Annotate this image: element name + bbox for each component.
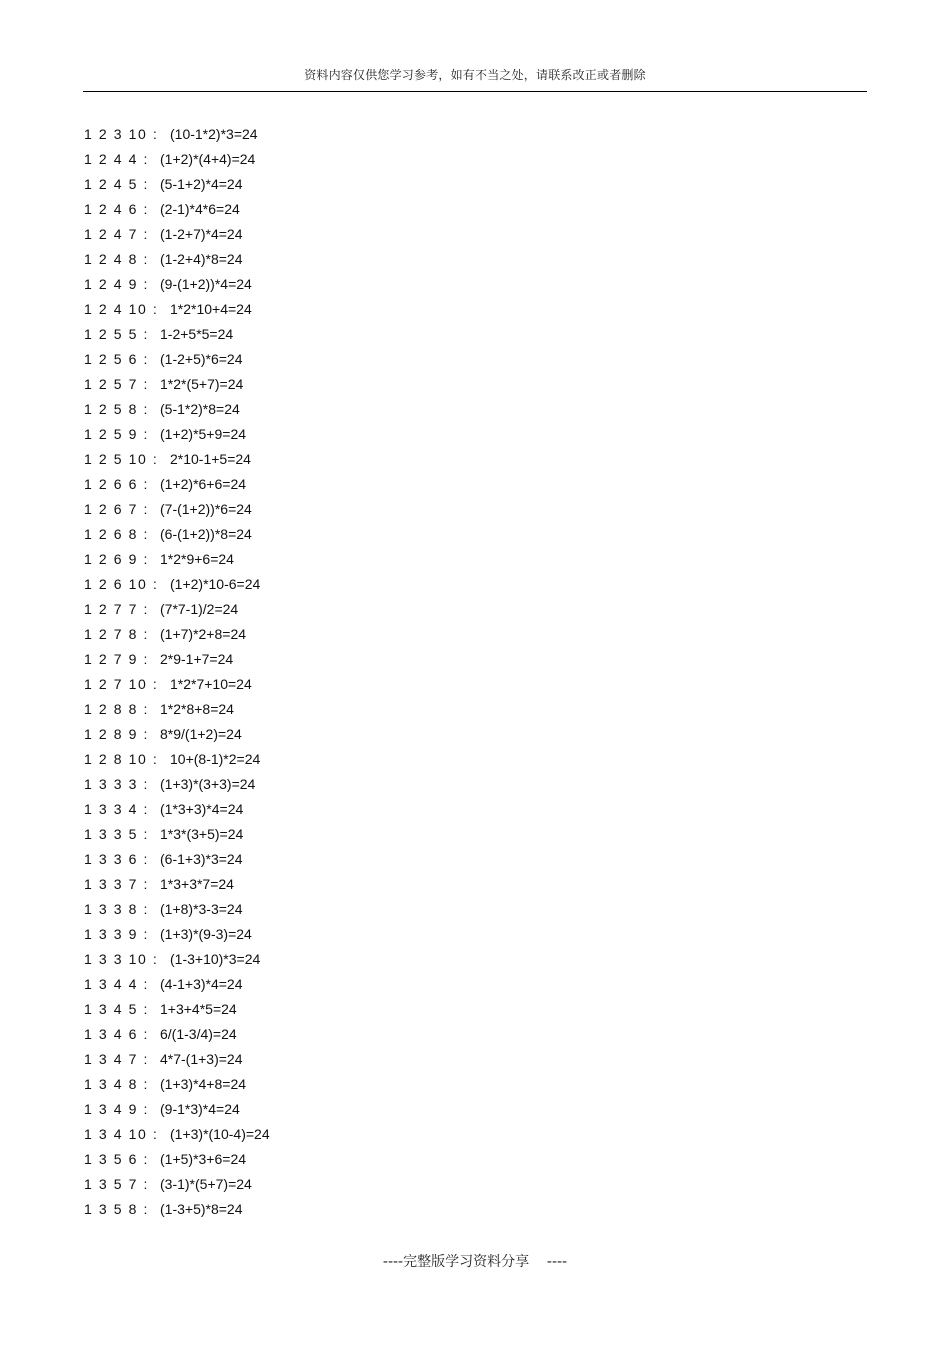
card-combination: 1 2 5 6 : (84, 351, 149, 367)
card-combination: 1 3 3 7 : (84, 876, 149, 892)
solution-expression: (4-1+3)*4=24 (160, 976, 243, 992)
solution-expression: 1*3*(3+5)=24 (160, 826, 244, 842)
solution-row (84, 947, 784, 972)
solution-expression: 1*2*10+4=24 (170, 301, 252, 317)
solution-row (84, 272, 784, 297)
solution-expression: (1-2+7)*4=24 (160, 226, 243, 242)
card-combination: 1 3 3 3 : (84, 776, 149, 792)
solution-row (84, 822, 784, 847)
card-combination: 1 3 4 8 : (84, 1076, 149, 1092)
solution-row (84, 172, 784, 197)
card-combination: 1 2 4 9 : (84, 276, 149, 292)
solution-row (84, 922, 784, 947)
solution-row (84, 1147, 784, 1172)
solution-row (84, 422, 784, 447)
solution-expression: (1+3)*4+8=24 (160, 1076, 247, 1092)
card-combination: 1 3 4 9 : (84, 1101, 149, 1117)
card-combination: 1 2 4 4 : (84, 151, 149, 167)
solution-expression: (9-1*3)*4=24 (160, 1101, 240, 1117)
solution-row (84, 697, 784, 722)
solution-row (84, 1197, 784, 1222)
solution-expression: 1*3+3*7=24 (160, 876, 234, 892)
solution-row (84, 747, 784, 772)
solution-row (84, 372, 784, 397)
solution-row (84, 347, 784, 372)
solution-expression: 10+(8-1)*2=24 (170, 751, 261, 767)
header-divider (83, 91, 867, 92)
card-combination: 1 2 5 9 : (84, 426, 149, 442)
solution-row (84, 897, 784, 922)
card-combination: 1 2 6 8 : (84, 526, 149, 542)
solution-row (84, 997, 784, 1022)
card-combination: 1 2 7 7 : (84, 601, 149, 617)
card-combination: 1 3 4 10 : (84, 1126, 159, 1142)
solution-expression: (3-1)*(5+7)=24 (160, 1176, 252, 1192)
solution-row (84, 672, 784, 697)
solution-expression: (1+7)*2+8=24 (160, 626, 247, 642)
solution-expression: (1+2)*(4+4)=24 (160, 151, 256, 167)
card-combination: 1 2 4 5 : (84, 176, 149, 192)
solution-expression: (1+3)*(10-4)=24 (170, 1126, 270, 1142)
solution-expression: (1+2)*5+9=24 (160, 426, 247, 442)
page-header: 资料内容仅供您学习参考，如有不当之处，请联系改正或者删除 (304, 68, 646, 82)
solution-expression: (1+2)*6+6=24 (160, 476, 247, 492)
card-combination: 1 3 3 6 : (84, 851, 149, 867)
card-combination: 1 2 5 7 : (84, 376, 149, 392)
solutions-list (84, 122, 784, 1222)
solution-row (84, 1047, 784, 1072)
card-combination: 1 2 5 5 : (84, 326, 149, 342)
solution-row (84, 147, 784, 172)
solution-row (84, 547, 784, 572)
solution-row (84, 972, 784, 997)
solution-expression: 1*2*9+6=24 (160, 551, 234, 567)
card-combination: 1 2 7 10 : (84, 676, 159, 692)
solution-expression: (5-1+2)*4=24 (160, 176, 243, 192)
card-combination: 1 3 5 7 : (84, 1176, 149, 1192)
solution-row (84, 397, 784, 422)
solution-row (84, 472, 784, 497)
solution-row (84, 1022, 784, 1047)
card-combination: 1 2 6 7 : (84, 501, 149, 517)
solution-row (84, 772, 784, 797)
solution-expression: (1-3+5)*8=24 (160, 1201, 243, 1217)
solution-row (84, 1072, 784, 1097)
solution-expression: (7-(1+2))*6=24 (160, 501, 252, 517)
solution-row (84, 247, 784, 272)
solution-expression: (6-1+3)*3=24 (160, 851, 243, 867)
card-combination: 1 3 3 9 : (84, 926, 149, 942)
solution-expression: (10-1*2)*3=24 (170, 126, 258, 142)
card-combination: 1 3 5 6 : (84, 1151, 149, 1167)
solution-row (84, 572, 784, 597)
solution-expression: 1*2*8+8=24 (160, 701, 234, 717)
solution-row (84, 197, 784, 222)
solution-expression: (5-1*2)*8=24 (160, 401, 240, 417)
solution-row (84, 447, 784, 472)
solution-expression: 2*9-1+7=24 (160, 651, 234, 667)
card-combination: 1 3 4 7 : (84, 1051, 149, 1067)
card-combination: 1 2 5 8 : (84, 401, 149, 417)
solution-row (84, 597, 784, 622)
solution-row (84, 797, 784, 822)
solution-expression: (1+3)*(3+3)=24 (160, 776, 256, 792)
card-combination: 1 2 4 7 : (84, 226, 149, 242)
card-combination: 1 2 6 9 : (84, 551, 149, 567)
solution-expression: (1+5)*3+6=24 (160, 1151, 247, 1167)
card-combination: 1 3 3 8 : (84, 901, 149, 917)
solution-row (84, 622, 784, 647)
solution-expression: (1+8)*3-3=24 (160, 901, 243, 917)
solution-expression: 1+3+4*5=24 (160, 1001, 237, 1017)
card-combination: 1 3 3 4 : (84, 801, 149, 817)
card-combination: 1 2 8 9 : (84, 726, 149, 742)
card-combination: 1 2 4 8 : (84, 251, 149, 267)
solution-expression: 1-2+5*5=24 (160, 326, 234, 342)
solution-row (84, 297, 784, 322)
card-combination: 1 2 3 10 : (84, 126, 159, 142)
solution-row (84, 522, 784, 547)
solution-row (84, 647, 784, 672)
solution-row (84, 872, 784, 897)
solution-row (84, 1172, 784, 1197)
solution-expression: (1-2+5)*6=24 (160, 351, 243, 367)
solution-row (84, 847, 784, 872)
solution-row (84, 122, 784, 147)
solution-expression: 1*2*(5+7)=24 (160, 376, 244, 392)
card-combination: 1 3 4 5 : (84, 1001, 149, 1017)
card-combination: 1 2 6 10 : (84, 576, 159, 592)
card-combination: 1 3 3 5 : (84, 826, 149, 842)
solution-expression: 1*2*7+10=24 (170, 676, 252, 692)
card-combination: 1 3 3 10 : (84, 951, 159, 967)
solution-expression: (9-(1+2))*4=24 (160, 276, 252, 292)
solution-expression: 8*9/(1+2)=24 (160, 726, 242, 742)
card-combination: 1 2 6 6 : (84, 476, 149, 492)
card-combination: 1 2 5 10 : (84, 451, 159, 467)
card-combination: 1 2 7 9 : (84, 651, 149, 667)
solution-expression: (2-1)*4*6=24 (160, 201, 240, 217)
solution-row (84, 1097, 784, 1122)
card-combination: 1 3 5 8 : (84, 1201, 149, 1217)
solution-expression: (1+3)*(9-3)=24 (160, 926, 252, 942)
solution-expression: (1+2)*10-6=24 (170, 576, 261, 592)
card-combination: 1 2 4 6 : (84, 201, 149, 217)
solution-row (84, 497, 784, 522)
card-combination: 1 2 8 10 : (84, 751, 159, 767)
card-combination: 1 3 4 4 : (84, 976, 149, 992)
solution-expression: (1-3+10)*3=24 (170, 951, 261, 967)
solution-row (84, 322, 784, 347)
solution-row (84, 222, 784, 247)
solution-expression: 6/(1-3/4)=24 (160, 1026, 237, 1042)
card-combination: 1 2 7 8 : (84, 626, 149, 642)
page-footer: ----完整版学习资料分享 ---- (382, 1254, 568, 1270)
solution-expression: 4*7-(1+3)=24 (160, 1051, 243, 1067)
solution-row (84, 1122, 784, 1147)
card-combination: 1 2 4 10 : (84, 301, 159, 317)
solution-row (84, 722, 784, 747)
solution-expression: (7*7-1)/2=24 (160, 601, 239, 617)
solution-expression: (1-2+4)*8=24 (160, 251, 243, 267)
solution-expression: (6-(1+2))*8=24 (160, 526, 252, 542)
solution-expression: 2*10-1+5=24 (170, 451, 251, 467)
card-combination: 1 3 4 6 : (84, 1026, 149, 1042)
solution-expression: (1*3+3)*4=24 (160, 801, 244, 817)
card-combination: 1 2 8 8 : (84, 701, 149, 717)
